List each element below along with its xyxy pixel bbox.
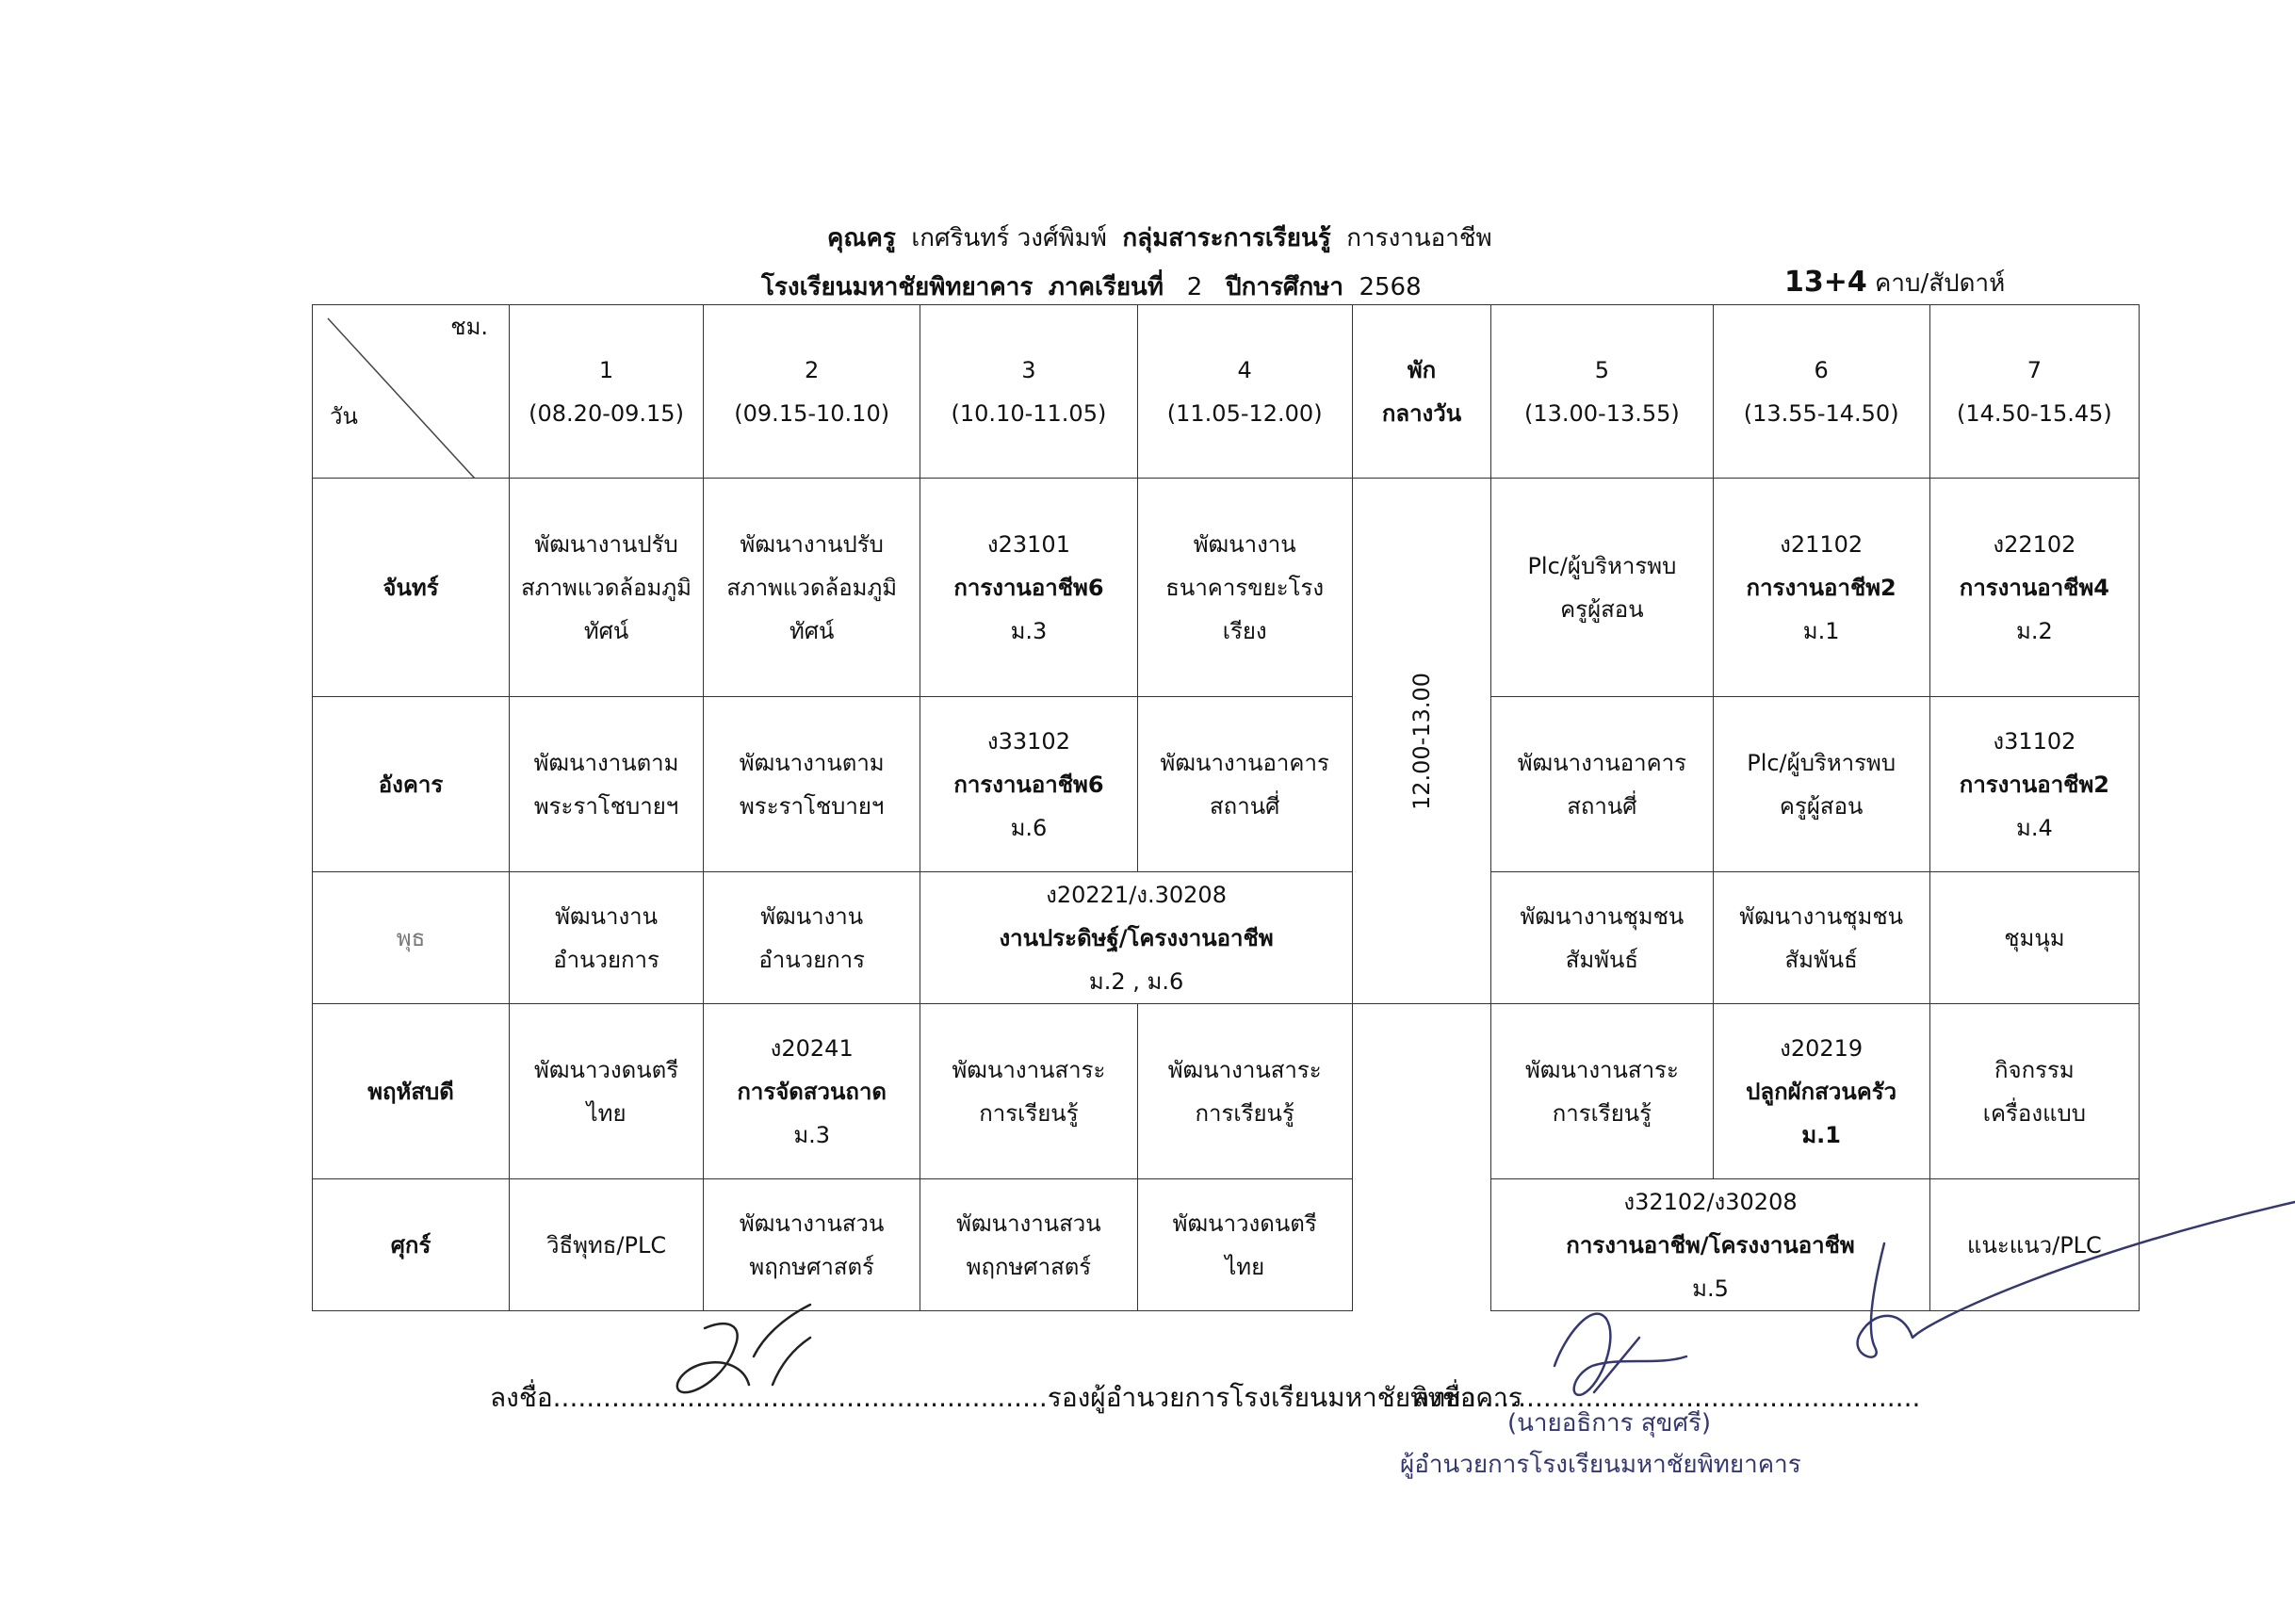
lunch-gap [1352,1179,1490,1311]
period-header: 5 (13.00-13.55) [1491,305,1713,479]
period-header: 7 (14.50-15.45) [1929,305,2139,479]
schedule-cell: วิธีพุทธ/PLC [510,1179,704,1311]
year-value: 2568 [1359,273,1422,301]
schedule-cell: พัฒนางานตาม พระราโชบายฯ [704,697,920,872]
schedule-cell: ง20241 การจัดสวนถาด ม.3 [704,1004,920,1179]
period-header: 4 (11.05-12.00) [1137,305,1352,479]
schedule-cell: ง20219 ปลูกผักสวนครัว ม.1 [1713,1004,1929,1179]
year-label: ปีการศึกษา [1226,273,1343,301]
day-row [313,479,2140,697]
schedule-cell: พัฒนางานปรับ สภาพแวดล้อมภูมิ ทัศน์ [510,479,704,697]
director-name: (นายอธิการ สุขศรี) [1507,1409,1712,1437]
day-name: อังคาร [313,697,510,872]
schedule-cell: แนะแนว/PLC [1929,1179,2139,1311]
lunch-gap [1352,1004,1490,1179]
schedule-cell: พัฒนางานอาคาร สถานศี่ [1491,697,1713,872]
schedule-cell: พัฒนางานตาม พระราโชบายฯ [510,697,704,872]
header-line-2 [761,268,1422,306]
group-label: กลุ่มสาระการเรียนรู้ [1122,224,1331,252]
schedule-cell: Plc/ผู้บริหารพบ ครูผู้สอน [1491,479,1713,697]
header-row [313,305,2140,479]
schedule-cell: พัฒนางานสาระ การเรียนรู้ [1137,1004,1352,1179]
day-name: พุธ [313,872,510,1004]
school-name: โรงเรียนมหาชัยพิทยาคาร [761,273,1034,301]
schedule-cell: พัฒนางานสาระ การเรียนรู้ [920,1004,1137,1179]
deputy-sign-prefix: ลงชื่อ........................................................... [490,1382,1048,1413]
periods-unit: คาบ/สัปดาห์ [1875,269,2006,298]
periods-count: 13+4 [1784,266,1867,299]
schedule-cell: ง21102 การงานอาชีพ2 ม.1 [1713,479,1929,697]
schedule-cell: พัฒนางานชุมชน สัมพันธ์ [1491,872,1713,1004]
schedule-cell: ง23101 การงานอาชีพ6 ม.3 [920,479,1137,697]
semester-value: 2 [1186,273,1203,301]
lunch-header: พัก กลางวัน [1352,305,1490,479]
period-header: 3 (10.10-11.05) [920,305,1137,479]
director-role: ผู้อำนวยการโรงเรียนมหาชัยพิทยาคาร [1400,1451,1801,1479]
period-header: 1 (08.20-09.15) [510,305,704,479]
day-row [313,1004,2140,1179]
schedule-cell: ง22102 การงานอาชีพ4 ม.2 [1929,479,2139,697]
day-row [313,872,2140,1004]
schedule-cell: ง31102 การงานอาชีพ2 ม.4 [1929,697,2139,872]
period-header: 6 (13.55-14.50) [1713,305,1929,479]
schedule-cell-merged: ง32102/ง30208 การงานอาชีพ/โครงงานอาชีพ ม.5 [1491,1179,1930,1311]
day-name: พฤหัสบดี [313,1004,510,1179]
corner-cell [313,305,510,479]
period-header: 2 (09.15-10.10) [704,305,920,479]
deputy-role: รองผู้อำนวยการโรงเรียนมหาชัยพิทยาคาร [1047,1382,1522,1413]
schedule-cell: ชุมนุม [1929,872,2139,1004]
schedule-cell: พัฒนางาน ธนาคารขยะโรง เรียง [1137,479,1352,697]
schedule-cell: พัฒนางานสาระ การเรียนรู้ [1491,1004,1713,1179]
semester-label: ภาคเรียนที่ [1048,273,1164,301]
deputy-signature-line [490,1377,1522,1419]
lunch-break [1352,479,1490,1004]
schedule-cell: กิจกรรม เครื่องแบบ [1929,1004,2139,1179]
header-line-1 [827,219,1492,257]
schedule-cell: พัฒนางานสวน พฤกษศาสตร์ [704,1179,920,1311]
schedule-cell: พัฒนางานชุมชน สัมพันธ์ [1713,872,1929,1004]
teacher-name: เกศรินทร์ วงศ์พิมพ์ [911,224,1107,252]
schedule-cell-merged: ง20221/ง.30208 งานประดิษฐ์/โครงงานอาชีพ ม.2 , ม.6 [920,872,1352,1004]
timetable [312,304,2140,1311]
day-name: ศุกร์ [313,1179,510,1311]
schedule-cell: พัฒนางานสวน พฤกษศาสตร์ [920,1179,1137,1311]
day-label: วัน [330,403,358,430]
group-name: การงานอาชีพ [1346,224,1492,252]
day-row [313,1179,2140,1311]
schedule-cell: ง33102 การงานอาชีพ6 ม.6 [920,697,1137,872]
hour-label: ชม. [450,314,489,340]
schedule-cell: พัฒนางาน อำนวยการ [510,872,704,1004]
day-row [313,697,2140,872]
day-name: จันทร์ [313,479,510,697]
schedule-cell: พัฒนาวงดนตรี ไทย [1137,1179,1352,1311]
schedule-cell: Plc/ผู้บริหารพบ ครูผู้สอน [1713,697,1929,872]
schedule-cell: พัฒนางานอาคาร สถานศี่ [1137,697,1352,872]
schedule-cell: พัฒนางาน อำนวยการ [704,872,920,1004]
teacher-prefix: คุณครู [827,224,896,252]
periods-per-week [1784,264,2005,302]
schedule-cell: พัฒนาวงดนตรี ไทย [510,1004,704,1179]
schedule-cell: พัฒนางานปรับ สภาพแวดล้อมภูมิ ทัศน์ [704,479,920,697]
lunch-time: 12.00-13.00 [1408,672,1436,810]
director-sign-prefix: ลงชื่อ..................................................... [1413,1382,1921,1413]
